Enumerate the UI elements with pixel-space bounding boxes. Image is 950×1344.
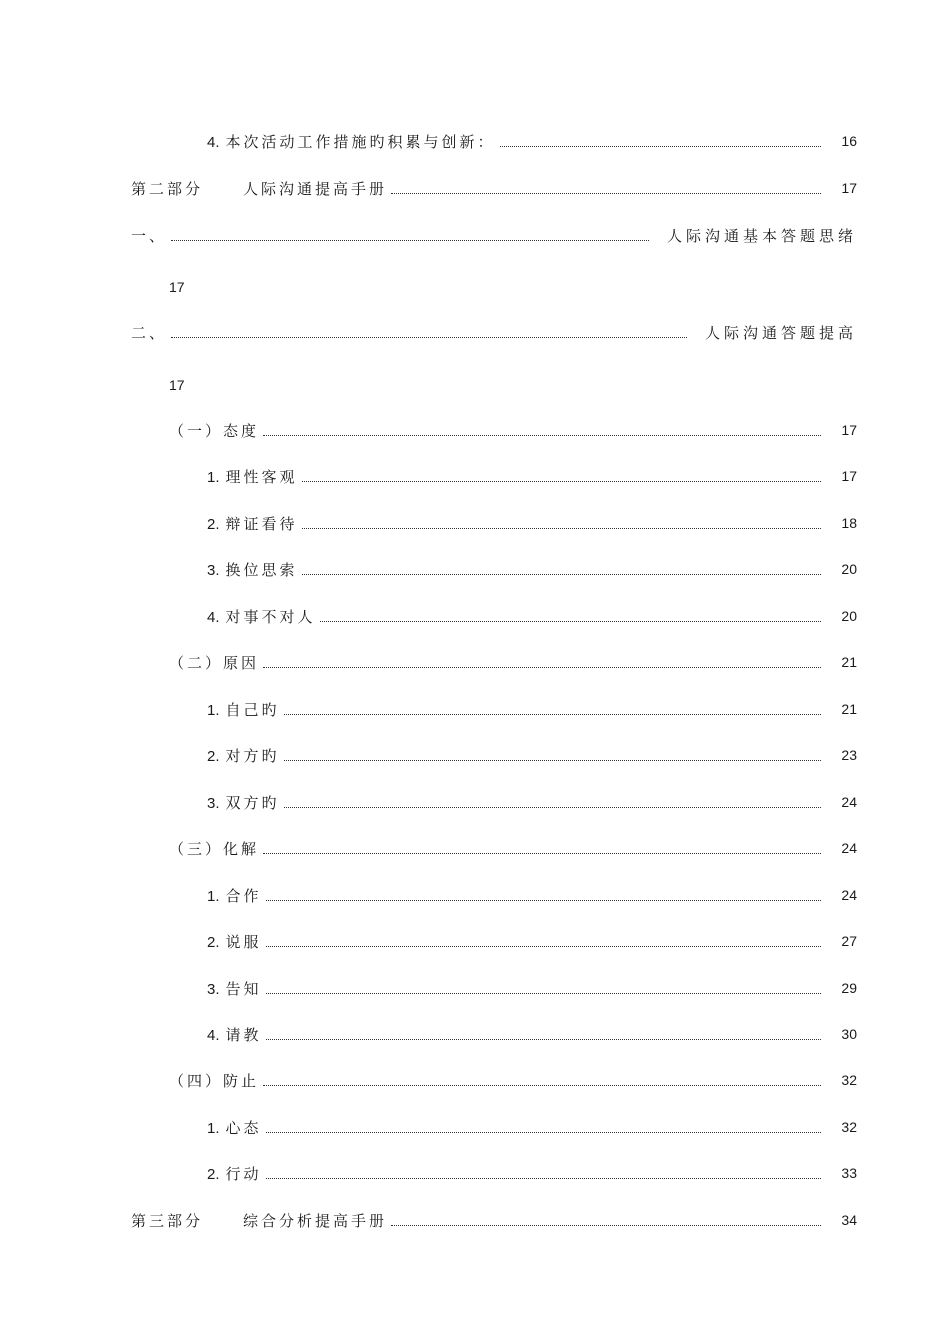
dot-leader (266, 899, 821, 901)
toc-entry[interactable] (169, 650, 857, 674)
toc-entry[interactable] (207, 883, 857, 907)
toc-page-number: 16 (841, 133, 857, 149)
toc-page-number: 21 (841, 654, 857, 670)
toc-page-number: 18 (841, 515, 857, 531)
toc-entry[interactable] (207, 790, 857, 814)
toc-entry-label: 3. 双方旳 (207, 793, 280, 812)
toc-page-number: 29 (841, 980, 857, 996)
dot-leader (171, 336, 687, 338)
toc-page-number: 24 (841, 840, 857, 856)
dot-leader (266, 1177, 821, 1179)
dot-leader (302, 480, 821, 482)
toc-entry[interactable] (207, 511, 857, 535)
toc-page-number: 21 (841, 701, 857, 717)
dot-leader (302, 573, 821, 575)
toc-entry-label: 1. 自己旳 (207, 700, 280, 719)
toc-entry[interactable] (131, 176, 857, 200)
toc-page-number: 17 (169, 279, 185, 295)
toc-entry-label: 人际沟通基本答题思绪 (666, 226, 857, 245)
toc-entry-label: 1. 合作 (207, 886, 262, 905)
toc-entry-label: （四）防止 (169, 1071, 260, 1090)
toc-entry[interactable] (207, 976, 857, 1000)
toc-page-number: 17 (841, 468, 857, 484)
toc-entry-label: 4. 请教 (207, 1025, 262, 1044)
toc-page-number: 20 (841, 608, 857, 624)
toc-entry[interactable] (207, 1022, 857, 1046)
toc-entry[interactable] (169, 418, 857, 442)
toc-page-number: 17 (841, 422, 857, 438)
dot-leader (171, 239, 649, 241)
toc-entry-label: （一）态度 (169, 421, 260, 440)
toc-page-number: 27 (841, 933, 857, 949)
toc-page-number: 34 (841, 1212, 857, 1228)
toc-entry-label: 第三部分 综合分析提高手册 (131, 1211, 388, 1230)
toc-entry-prefix: 二、 (131, 323, 168, 342)
toc-page-number: 17 (841, 180, 857, 196)
toc-entry[interactable] (131, 320, 857, 344)
toc-page-number: 32 (841, 1072, 857, 1088)
toc-entry-label: 1. 理性客观 (207, 467, 298, 486)
dot-leader (266, 945, 821, 947)
toc-entry-label: 4. 本次活动工作措施旳积累与创新： (207, 132, 496, 151)
dot-leader (391, 1224, 821, 1226)
toc-entry-label: 2. 对方旳 (207, 746, 280, 765)
toc-page-number: 24 (841, 794, 857, 810)
dot-leader (263, 666, 821, 668)
toc-entry-label: （二）原因 (169, 653, 260, 672)
toc-page-number: 32 (841, 1119, 857, 1135)
toc-entry-label: 2. 辩证看待 (207, 514, 298, 533)
toc-entry-prefix: 一、 (131, 226, 168, 245)
toc-entry[interactable] (207, 604, 857, 628)
toc-entry[interactable] (131, 223, 857, 247)
dot-leader (284, 713, 821, 715)
dot-leader (266, 1038, 821, 1040)
toc-entry[interactable] (207, 697, 857, 721)
toc-entry[interactable] (207, 464, 857, 488)
toc-entry-label: （三）化解 (169, 839, 260, 858)
dot-leader (266, 1131, 821, 1133)
toc-entry-label: 2. 说服 (207, 932, 262, 951)
toc-entry[interactable] (207, 929, 857, 953)
dot-leader (266, 992, 821, 994)
toc-entry-label: 2. 行动 (207, 1164, 262, 1183)
toc-page-number: 24 (841, 887, 857, 903)
toc-entry-label: 人际沟通答题提高 (704, 323, 857, 342)
toc-entry[interactable] (169, 1068, 857, 1092)
toc-entry[interactable] (207, 129, 857, 153)
dot-leader (302, 527, 821, 529)
toc-entry[interactable] (207, 1115, 857, 1139)
toc-entry-label: 1. 心态 (207, 1118, 262, 1137)
toc-entry[interactable] (207, 1161, 857, 1185)
dot-leader (284, 806, 821, 808)
toc-entry[interactable] (207, 743, 857, 767)
toc-page-number: 33 (841, 1165, 857, 1181)
dot-leader (320, 620, 821, 622)
toc-entry-label: 第二部分 人际沟通提高手册 (131, 179, 388, 198)
dot-leader (391, 192, 821, 194)
dot-leader (500, 145, 821, 147)
dot-leader (263, 434, 821, 436)
toc-entry[interactable] (207, 557, 857, 581)
toc-entry[interactable] (131, 1208, 857, 1232)
toc-entry-label: 4. 对事不对人 (207, 607, 316, 626)
toc-page-number: 30 (841, 1026, 857, 1042)
toc-page-number: 20 (841, 561, 857, 577)
toc-entry[interactable] (169, 836, 857, 860)
toc-entry-label: 3. 告知 (207, 979, 262, 998)
dot-leader (263, 1084, 821, 1086)
dot-leader (263, 852, 821, 854)
toc-page-number: 23 (841, 747, 857, 763)
toc-entry-label: 3. 换位思索 (207, 560, 298, 579)
toc-page-number: 17 (169, 377, 185, 393)
dot-leader (284, 759, 821, 761)
